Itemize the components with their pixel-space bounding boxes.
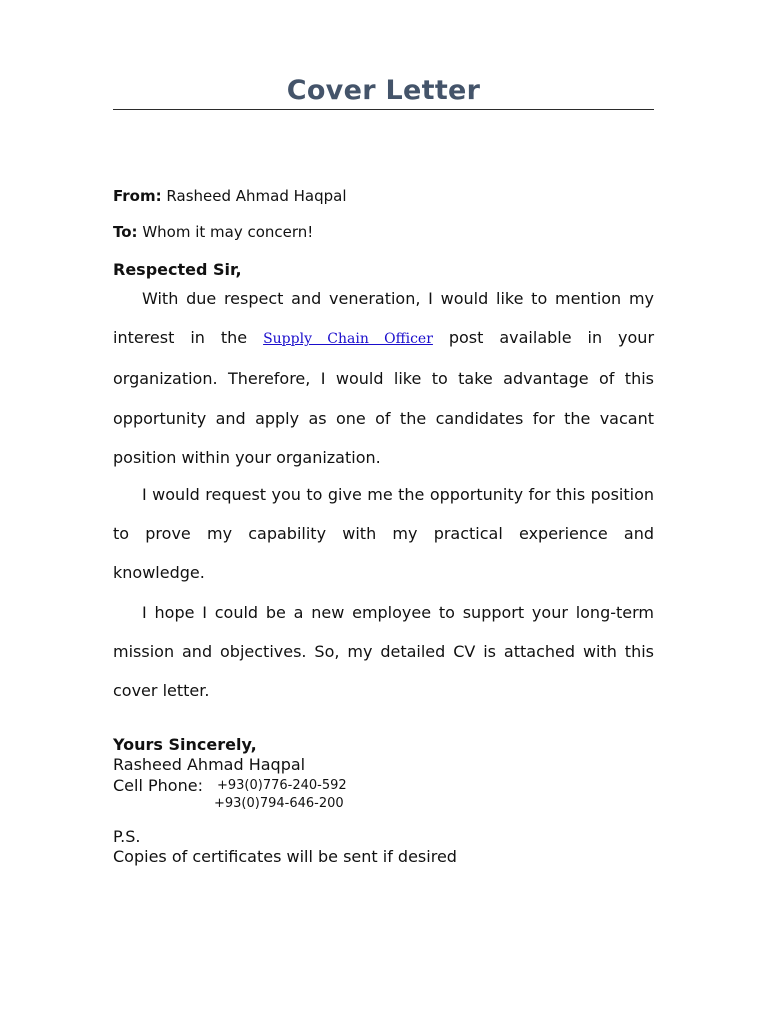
signer-name: Rasheed Ahmad Haqpal <box>113 755 306 774</box>
salutation: Respected Sir, <box>113 260 242 279</box>
to-value: Whom it may concern! <box>142 223 314 241</box>
postscript-text: Copies of certificates will be sent if desired <box>113 847 457 866</box>
from-label: From: <box>113 187 162 205</box>
document-title: Cover Letter <box>286 75 481 106</box>
postscript-label: P.S. <box>113 827 141 846</box>
to-line <box>113 222 313 242</box>
phone-number-2: +93(0)794-646-200 <box>214 796 344 811</box>
body-paragraph-1 <box>113 279 654 477</box>
title-underline <box>113 109 654 110</box>
body-paragraph-3: I hope I could be a new employee to support your long-term mission and objectives. So, my detailed CV is attached with this cover letter. <box>113 603 654 701</box>
to-label: To: <box>113 223 138 241</box>
job-title-link[interactable]: Supply Chain Officer <box>263 331 433 348</box>
paragraph-1-intro: With due respect and veneration, I would like to mention my interest in the <box>113 289 654 348</box>
cell-phone-label-text: Cell Phone <box>113 776 198 795</box>
paragraph-1-rest: post available in your organization. Therefore, I would like to take advantage of this opportunity and apply as one of the candidates for the vacant position within your organization. <box>113 328 655 467</box>
cell-phone-label <box>113 775 203 797</box>
sign-off: Yours Sincerely, <box>113 735 257 754</box>
phone-number-1: +93(0)776-240-592 <box>217 778 347 793</box>
cell-phone-label-colon: : <box>197 776 203 795</box>
body-paragraph-2: I would request you to give me the opportunity for this position to prove my capability with my practical experience and knowledge. <box>113 485 654 583</box>
from-line <box>113 186 347 206</box>
from-value: Rasheed Ahmad Haqpal <box>166 187 347 205</box>
